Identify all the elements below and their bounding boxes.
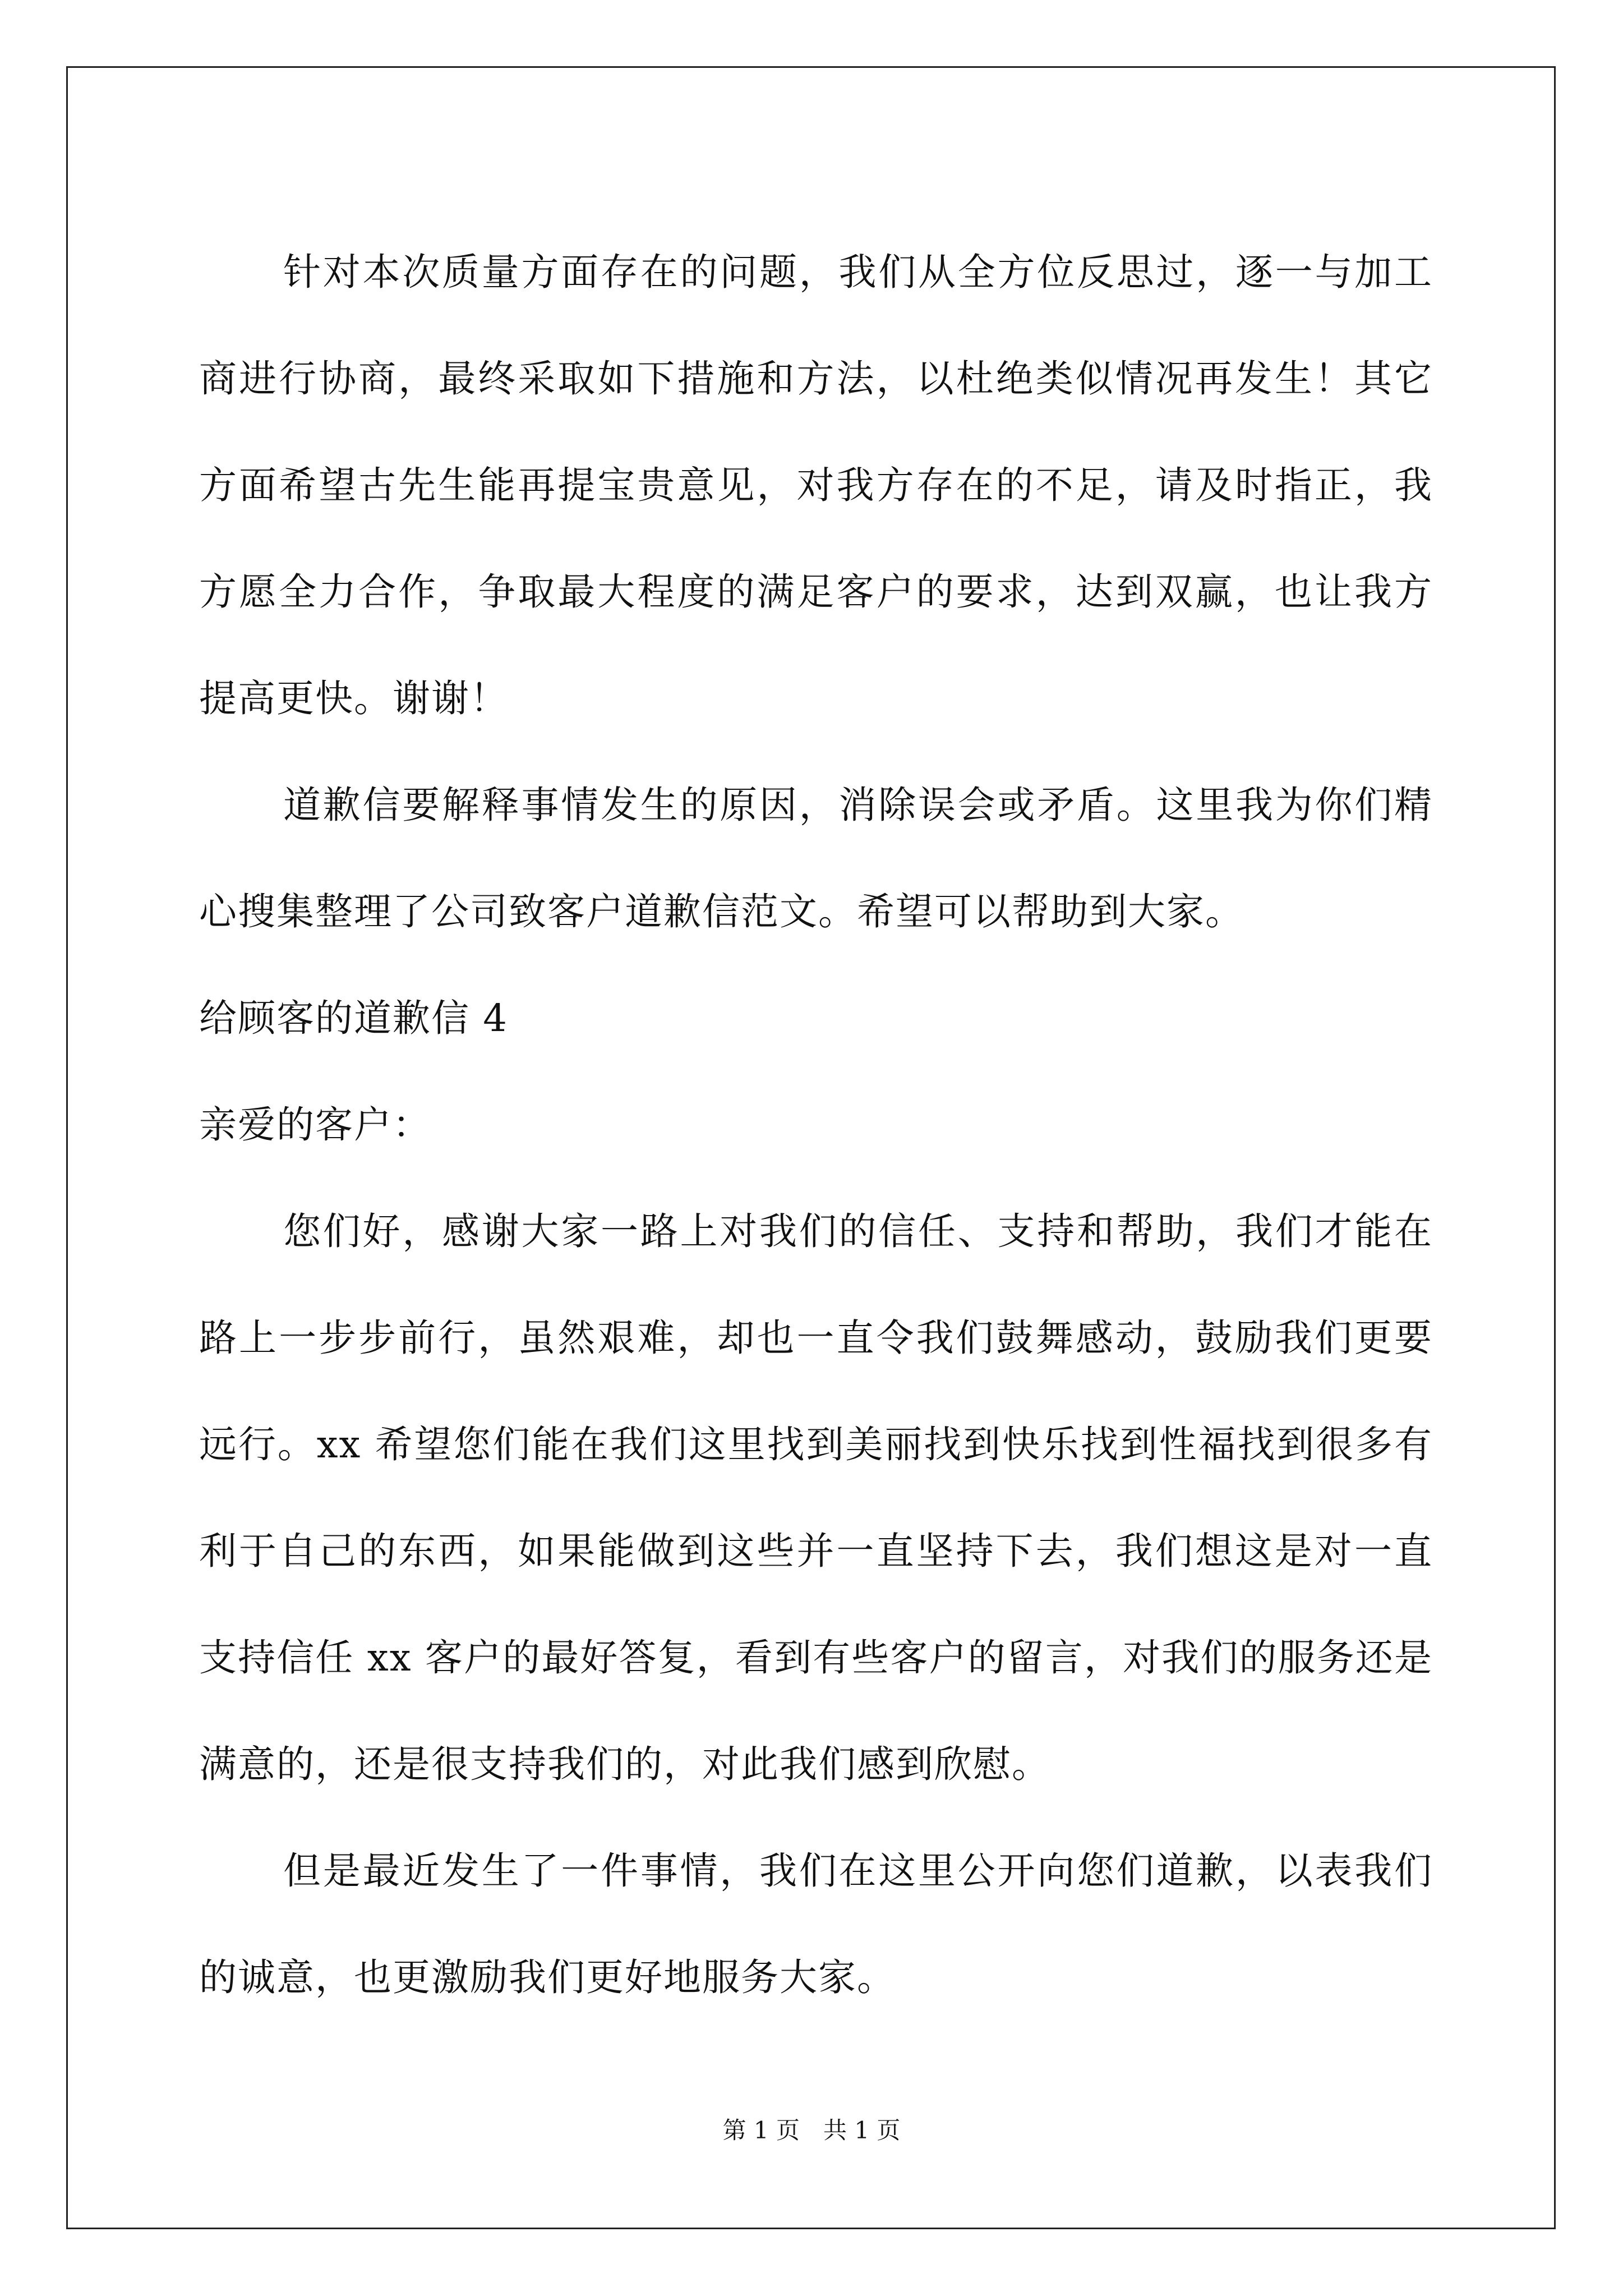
salutation: 亲爱的客户：	[199, 1103, 431, 1147]
document-body	[199, 219, 1433, 2031]
section-heading: 给顾客的道歉信 4	[199, 996, 508, 1040]
paragraph-measures: 针对本次质量方面存在的问题，我们从全方位反思过，逐一与加工商进行协商，最终采取如下措施和方法，以杜绝类似情况再发生！其它方面希望古先生能再提宝贵意见，对我方存在的不足，请及时指正，我方愿全力合作，争取最大程度的满足客户的要求，达到双赢，也让我方提高更快。谢谢！	[199, 250, 1433, 720]
paragraph-thanks: 您们好，感谢大家一路上对我们的信任、支持和帮助，我们才能在路上一步步前行，虽然艰难，却也一直令我们鼓舞感动，鼓励我们更要远行。xx 希望您们能在我们这里找到美丽找到快乐找到性福找到很多有利于自己的东西，如果能做到这些并一直坚持下去，我们想这是对一直支持信任 xx 客户的最好答复，看到有些客户的留言，对我们的服务还是满意的，还是很支持我们的，对此我们感到欣慰。	[199, 1209, 1433, 1786]
paragraph-intro: 道歉信要解释事情发生的原因，消除误会或矛盾。这里我为你们精心搜集整理了公司致客户道歉信范文。希望可以帮助到大家。	[199, 783, 1433, 933]
page-number-footer: 第 1 页 共 1 页	[722, 2116, 901, 2144]
paragraph-apology: 但是最近发生了一件事情，我们在这里公开向您们道歉，以表我们的诚意，也更激励我们更好地服务大家。	[199, 1849, 1433, 1999]
